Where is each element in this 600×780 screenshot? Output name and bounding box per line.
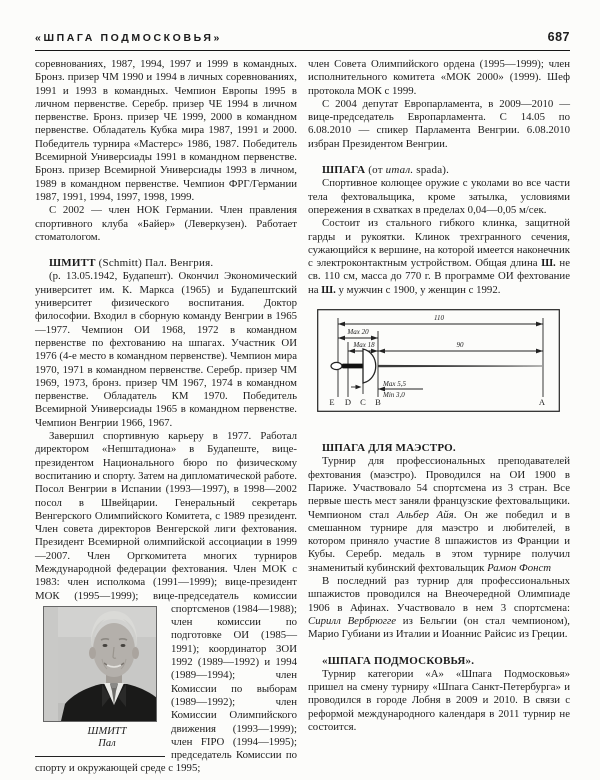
page-number: 687 <box>547 30 570 44</box>
entry-name-rest: (Schmitt) Пал. Венгрия. <box>95 257 214 270</box>
dim-max20: Max 20 <box>347 328 369 337</box>
entry-head-text2: spada). <box>413 164 450 177</box>
entry-heading-podmoskovya: «ШПАГА ПОДМОСКОВЬЯ». <box>322 654 475 667</box>
epee-blade <box>378 365 542 367</box>
right-column <box>308 58 570 776</box>
schmitt-politics-paragraph: С 2004 депутат Европарламента, в 2009—2010 — вице-председатель Европарламента. С 14.05 по 6.08.2010 — спикер Парламента Венгрии. 6.08.2010 избран Президентом Венгрии. <box>308 97 570 150</box>
schroeder-present-paragraph: С 2002 — член НОК Германии. Член правления спортивного клуба «Байер» (Леверкузен). Работает стоматологом. <box>35 204 297 243</box>
figure-divider-rule <box>35 756 165 757</box>
entry-head-italic: итал. <box>385 164 414 177</box>
point-label-c: C <box>360 397 366 408</box>
point-label-b: B <box>375 397 381 408</box>
point-label-e: E <box>329 397 335 408</box>
portrait-figure <box>35 606 165 757</box>
photo-caption-firstname: Пал <box>98 738 116 750</box>
dim-total-length: 110 <box>434 314 444 323</box>
shpaga-definition-paragraph: Спортивное колющее оружие с уколами во все части тела фехтовальщика, кроме затылка, условиями опережения в схватках в пределах 0,04—0,05 м/сек. <box>308 177 570 216</box>
text-segment: Турнир для профессиональных преподавателей фехтования (маэстро). Проводился на ОИ 1900 в Париже. Участвовало 54 спортсмена из 3 стран. Все первые шесть мест заняли французские фехтовальщики. Чемпионом стал <box>308 455 570 521</box>
photo-caption-surname: ШМИТТ <box>87 725 127 737</box>
abbrev-sh: Ш. <box>321 283 336 296</box>
entry-heading-maestro: ШПАГА ДЛЯ МАЭСТРО. <box>322 442 456 455</box>
schmitt-bio-paragraph-1: (р. 13.05.1942, Будапешт). Окончил Экономический университет им. К. Маркса (1965) и Будапештский университет физического воспитания. Доктор философии. Входил в сборную команду Венгрии в 1965—1977. Чемпион ОИ 1968, 1972 в командном первенстве по фехтованию на шпагах. Участник ОИ 1976 (4-е место в командном первенстве). Чемпион мира 1970, 1971 в командном первенстве. Серебр. призер ЧМ 1969, 1973, бронз. призер ЧМ 1967, 1974 в командном первенстве. Обладатель КМ 1970. Победитель Всемирной Универсиады 1965 в командном первенстве. Чемпион Венгрии 1966, 1967. <box>35 270 297 429</box>
maestro-paragraph-1 <box>308 455 570 575</box>
shpaga-construction-paragraph <box>308 217 570 297</box>
athlete-name: Рамон Фонст <box>487 561 552 574</box>
dim-blade-length: 90 <box>456 341 464 350</box>
point-label-d: D <box>344 397 352 408</box>
text-segment: из Бельгии (он стал чемпионом), Марио Губиани из Италии и Иоаннис Райсис из Греции. <box>308 614 570 641</box>
epee-diagram-drawing <box>317 309 560 412</box>
text-segment: не св. 110 см, масса до 770 г. В программе ОИ фехтование на <box>308 257 570 296</box>
point-label-a: A <box>538 397 546 408</box>
entry-name: ШМИТТ <box>49 257 96 270</box>
text-segment: у мужчин с 1900, у женщин с 1992. <box>335 283 501 296</box>
epee-guard <box>363 349 376 383</box>
schmitt-bio-continuation: член Совета Олимпийского ордена (1995—1999); член исполнительного комитета «МОК 2000» (1999). Шеф протокола МОК с 1999. <box>308 58 570 97</box>
bio-text-beside-photo: спортсменов (1984—1988); член комиссии по подготовке ОИ (1985—1991); координатор ЗОИ 1992 (1989—1992) и 1994 (1989—1994); член Комиссии по выборам (1989—1992); член Комиссии Олимпийского движения (1993—1999); член FIPO (1994—1995); председатель Комиссии по спорту и окружающей среде с 1995; <box>35 602 297 775</box>
entry-head-text: (от <box>365 164 386 177</box>
entry-heading-schmitt <box>35 257 297 270</box>
entry-name: ШПАГА <box>322 164 366 177</box>
athlete-name: Альбер Айя <box>397 508 454 521</box>
bio-text-before-photo: Завершил спортивную карьеру в 1977. Работал директором «Непштадиона» в Будапеште, вице-президентом Национального бюро по физическому воспитанию и спорту. Затем на дипломатической работе. Посол Венгрии в Испании (1993—1997), в 1998—2002 посол в Швейцарии. Генеральный секретарь Венгерского Олимпийского Комитета, с 1989 президент. Член совета директоров Венгерской лиги фехтования. Президент Всемирной олимпийской ассоциации в 1999—2007. Член Оргкомитета многих турниров Международной федерации фехтования. Член МОК с 1983: член исполкома (1991—1999); вице-президент МОК (1995—1999); вице-председатель комиссии <box>35 430 297 602</box>
entry-heading-shpaga <box>308 164 570 177</box>
text-segment: В последний раз турнир для профессиональных шпажистов проводился на Внеочередной Олимпиаде 1906 в Афинах. Участвовало в нем 3 спортсмена: <box>308 575 570 614</box>
portrait-photo-drawing <box>58 607 157 721</box>
portrait-photo <box>43 606 157 722</box>
running-title: «ШПАГА ПОДМОСКОВЬЯ» <box>35 32 222 44</box>
dim-max-5-5: Max 5,5 <box>383 380 406 389</box>
maestro-paragraph-2 <box>308 575 570 641</box>
text-columns <box>35 58 570 776</box>
athlete-name: Сирилл Вербрюгге <box>308 614 397 627</box>
left-column <box>35 58 297 776</box>
epee-diagram <box>317 309 568 412</box>
abbrev-sh: Ш. <box>541 257 556 270</box>
dim-max18: Max 18 <box>353 341 375 350</box>
podmoskovya-paragraph: Турнир категории «А» «Шпага Подмосковья» пришел на смену турниру «Шпага Санкт-Петербурга» и проводился в городе Лобня в 2009 и 2010. В связи с реформой международного календаря в 2011 турнир не состоится. <box>308 667 570 733</box>
epee-grip <box>342 364 364 369</box>
text-segment: Состоит из стального гибкого клинка, защитной гарды и рукоятки. Клинок трехгранного сечения, сужающийся к вершине, на которой имеется наконечник с электроконтактным устройством. Общая длина <box>308 217 570 270</box>
epee-pommel <box>331 362 342 369</box>
page-header <box>35 30 570 51</box>
dim-min-3-0: Min 3,0 <box>383 391 405 400</box>
text-segment: . Он же победил и в смешанном турнире для маэстро и любителей, в котором приняло участие 8 шпажистов из Франции и Кубы. Серебр. медаль в этом турнире получил знаменитый кубинский фехтовальщик <box>308 508 570 574</box>
schroeder-achievements-continuation: соревнованиях, 1987, 1994, 1997 и 1999 в командных. Бронз. призер ЧМ 1990 и 1994 в личных соревнованиях, 1991 и 1993 в командных. Чемпион Европы 1995 в личном первенстве. Серебр. призер ЧЕ 1994 в личном первенстве. Бронз. призер ЧЕ 1999, 2000 в командном первенстве. Обладатель Кубка мира 1987, 1991 и 2000. Победитель турнира «Мастерс» 1986, 1987. Победитель Всемирной Универсиады 1991 в командном первенстве. Бронз. призер Всемирной Универсиады 1993 в личном, 1989 в командном первенстве. Чемпион ФРГ/Германии 1987, 1991, 1994, 1997, 1998, 1999. <box>35 58 297 203</box>
schmitt-bio-paragraph-2 <box>35 430 297 776</box>
photo-caption <box>35 726 165 751</box>
